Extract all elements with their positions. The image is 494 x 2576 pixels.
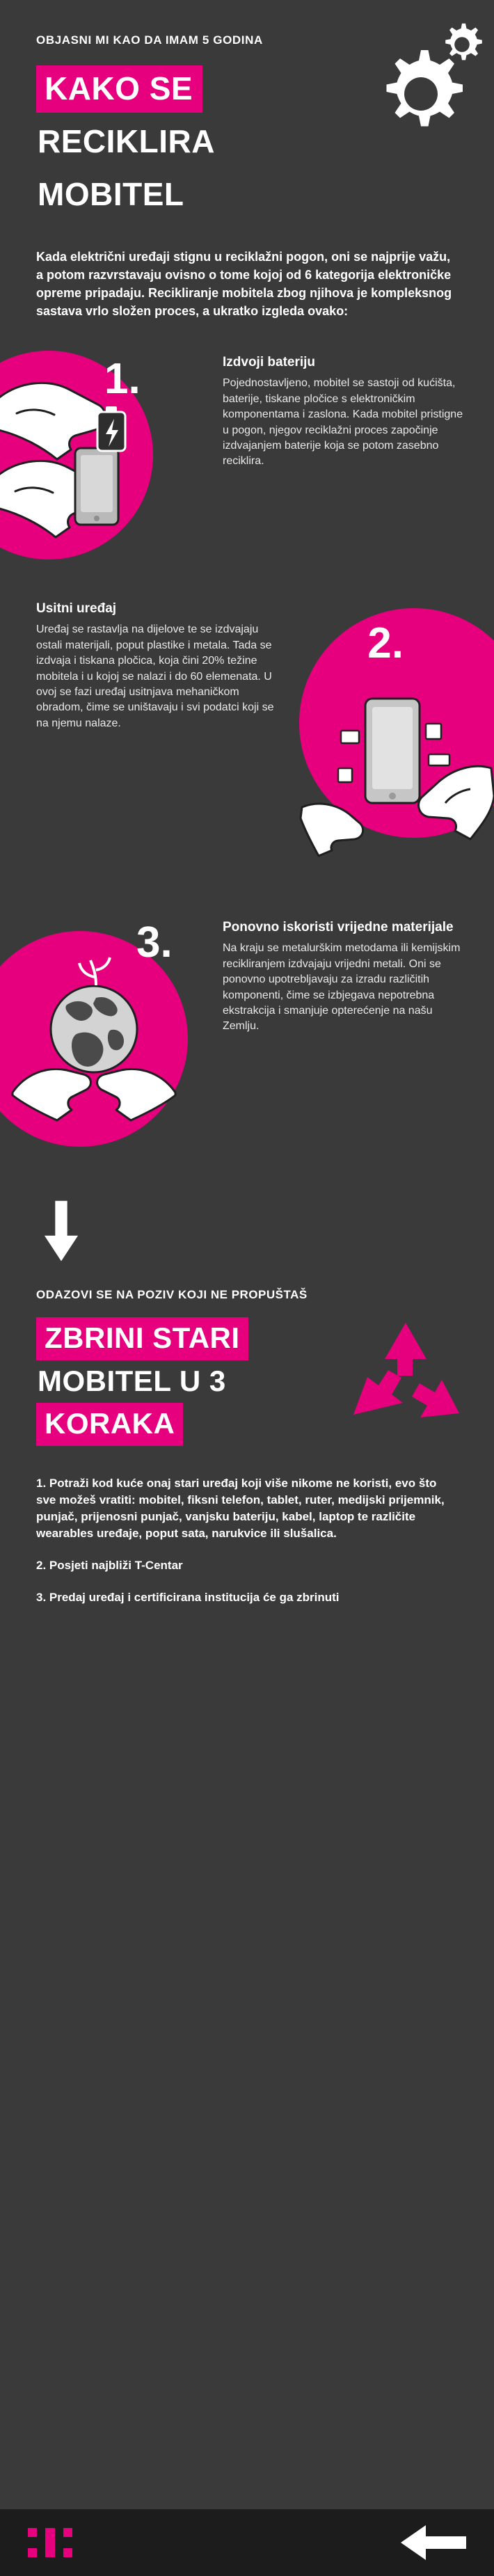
step-1-body: Pojednostavljeno, mobitel se sastoji od kućišta, baterije, tiskane pločice s elektroničkim komponentama i zaslona. Kada mobitel pristigne u pogon, njegov reciklažni proces započinje izdvajanjem baterije koja se potom zasebno reciklira.: [223, 377, 463, 468]
arrow-left-icon[interactable]: [399, 2524, 466, 2561]
step-2-heading: Usitni uređaj: [36, 601, 117, 617]
cta-step-3: 3. Predaj uređaj i certificirana institucija će ga zbrinuti: [36, 1591, 340, 1605]
header-eyebrow: OBJASNI MI KAO DA IMAM 5 GODINA: [36, 33, 263, 47]
intro-paragraph: Kada električni uređaji stignu u reciklažni pogon, oni se najprije važu, a potom razvrstavaju ovisno o tome kojoj od 6 kategorija elektroničke opreme pripadaju. Recikliranje mobitela zbog njihova je kompleksnog sastava vrlo složen proces, a ukratko izgleda ovako:: [36, 250, 452, 319]
step-1-number: 1.: [104, 355, 141, 404]
cta-section: [0, 1288, 494, 1451]
title-line-1: KAKO SE: [36, 65, 202, 113]
page-title: [36, 65, 458, 224]
step-1: [0, 351, 494, 580]
hands-holding-phone-battery-icon: [0, 372, 174, 559]
cta-steps-list: [36, 1475, 458, 1607]
cta-line-3: KORAKA: [36, 1403, 183, 1446]
header-section: [0, 0, 494, 224]
cta-eyebrow: ODAZOVI SE NA POZIV KOJI NE PROPUŠTAŠ: [36, 1288, 308, 1302]
title-line-2: RECIKLIRA: [38, 123, 215, 159]
cta-step-2: 2. Posjeti najbliži T-Centar: [36, 1559, 183, 1573]
arrow-down-icon: [43, 1200, 79, 1264]
recycle-arrows-icon: [340, 1310, 472, 1449]
cta-step-1: 1. Potraži kod kuće onaj stari uređaj koji više nikome ne koristi, evo što sve možeš vratiti: mobitel, fiksni telefon, tablet, ruter, medijski prijemnik, punjač, prijenosni punjač, vanjsku bateriju, kabel, laptop te različite wearables uređaje, poput sata, narukvice ili slušalica.: [36, 1476, 445, 1541]
step-2: [0, 601, 494, 900]
step-3: [0, 914, 494, 1193]
cta-line-2: MOBITEL U 3: [38, 1365, 226, 1398]
title-line-3: MOBITEL: [38, 176, 184, 212]
step-1-heading: Izdvoji bateriju: [223, 355, 316, 370]
step-2-number: 2.: [367, 619, 404, 668]
step-3-heading: Ponovno iskoristi vrijedne materijale: [223, 920, 454, 935]
telekom-t-logo: [28, 2527, 72, 2559]
step-3-number: 3.: [136, 919, 173, 967]
footer-bar: [0, 2509, 494, 2576]
step-3-body: Na kraju se metalurškim metodama ili kemijskim recikliranjem izdvajaju vrijedni metali. Oni se ponovno upotrebljavaju za izradu različitih komponenti, čime se izbjegava nepotrebna ekstrakcija i smanjuje opterećenje na našu Zemlju.: [223, 942, 461, 1033]
gear-icon-small: [437, 19, 487, 70]
cta-line-1: ZBRINI STARI: [36, 1317, 248, 1360]
phone-shredding-icon: [299, 664, 494, 859]
hands-holding-earth-icon: [7, 956, 181, 1130]
step-2-body: Uređaj se rastavlja na dijelove te se izdvajaju ostali materijali, poput plastike i metala. Tada se izdvaja i tiskana pločica, koja čini 20% težine mobitela i u kojoj se nalazi i do 60 elemenata. U ovoj se fazi uređaj usitnjava mehaničkom obradom, čime se uništavaju i svi podatci koji se na njemu nalaze.: [36, 623, 274, 729]
